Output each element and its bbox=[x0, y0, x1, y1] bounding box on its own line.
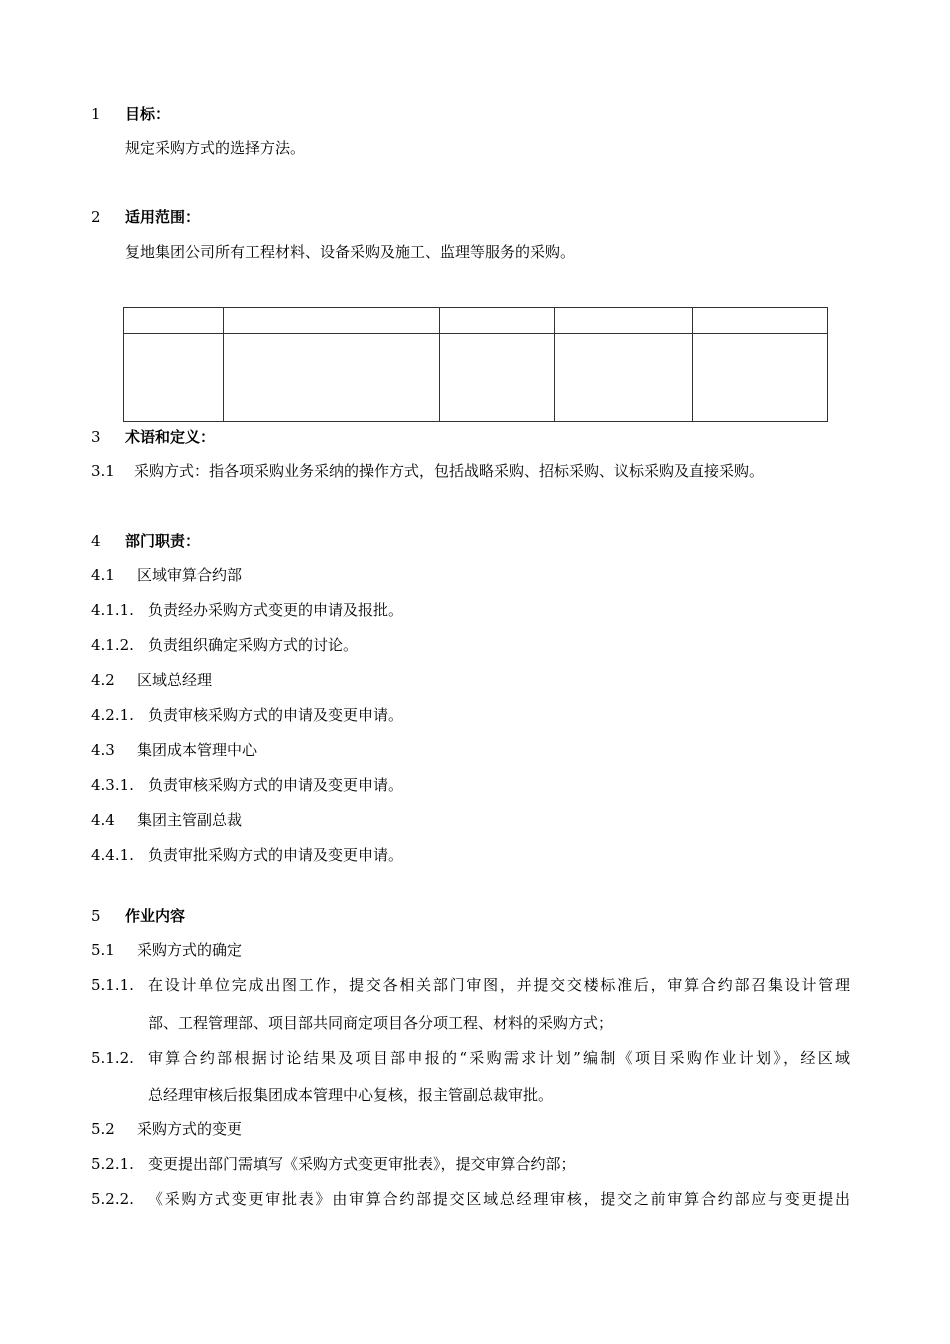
item-text: 负责经办采购方式变更的申请及报批。 bbox=[148, 601, 404, 619]
table-cell bbox=[693, 334, 828, 422]
item-text: 负责组织确定采购方式的讨论。 bbox=[148, 636, 359, 654]
item-text-line1: 审算合约部根据讨论结果及项目部申报的“采购需求计划”编制《项目采购作业计划》，经区域 bbox=[148, 1049, 850, 1067]
section-2-body: 复地集团公司所有工程材料、设备采购及施工、监理等服务的采购。 bbox=[125, 243, 576, 261]
item-text: 区域审算合约部 bbox=[137, 566, 243, 584]
item-text: 集团主管副总裁 bbox=[137, 811, 243, 829]
item-number: 4.1.2. bbox=[91, 636, 134, 654]
section-2-number: 2 bbox=[91, 208, 101, 226]
item-text-line2: 部、工程管理部、项目部共同商定项目各分项工程、材料的采购方式； bbox=[148, 1014, 614, 1032]
section-1-number: 1 bbox=[91, 105, 101, 123]
item-number: 4.4.1. bbox=[91, 846, 134, 864]
item-text: 负责审核采购方式的申请及变更申请。 bbox=[148, 776, 404, 794]
section-4-title: 部门职责： bbox=[125, 532, 201, 550]
table-cell bbox=[555, 308, 693, 334]
table-cell bbox=[440, 334, 555, 422]
item-number: 5.1.1. bbox=[91, 976, 134, 994]
item-text: 采购方式的确定 bbox=[137, 941, 243, 959]
item-number: 5.2.2. bbox=[91, 1190, 134, 1208]
item-text: 区域总经理 bbox=[137, 671, 213, 689]
table-cell bbox=[124, 334, 224, 422]
section-1-title: 目标： bbox=[125, 105, 171, 123]
item-number: 4.2 bbox=[91, 671, 115, 689]
table-cell bbox=[555, 334, 693, 422]
item-number: 4.3.1. bbox=[91, 776, 134, 794]
section-5-title: 作业内容 bbox=[125, 907, 186, 925]
item-text: 负责审核采购方式的申请及变更申请。 bbox=[148, 706, 404, 724]
item-number: 4.1 bbox=[91, 566, 115, 584]
table-cell bbox=[124, 308, 224, 334]
table-cell bbox=[440, 308, 555, 334]
item-number: 3.1 bbox=[91, 462, 115, 480]
item-text-line1: 在设计单位完成出图工作，提交各相关部门审图，并提交交楼标准后，审算合约部召集设计管理 bbox=[148, 976, 850, 994]
item-number: 4.1.1. bbox=[91, 601, 134, 619]
item-text: 负责审批采购方式的申请及变更申请。 bbox=[148, 846, 404, 864]
table-cell bbox=[693, 308, 828, 334]
item-number: 5.2 bbox=[91, 1120, 115, 1138]
section-5-number: 5 bbox=[91, 907, 101, 925]
section-1-body: 规定采购方式的选择方法。 bbox=[125, 139, 306, 157]
item-number: 4.3 bbox=[91, 741, 115, 759]
item-number: 5.2.1. bbox=[91, 1155, 134, 1173]
item-text: 采购方式的变更 bbox=[137, 1120, 243, 1138]
item-number: 4.4 bbox=[91, 811, 115, 829]
item-text-line2: 总经理审核后报集团成本管理中心复核，报主管副总裁审批。 bbox=[148, 1086, 554, 1104]
item-number: 5.1 bbox=[91, 941, 115, 959]
section-3-number: 3 bbox=[91, 428, 101, 446]
section-4-number: 4 bbox=[91, 532, 101, 550]
table-cell bbox=[224, 334, 440, 422]
item-text: 变更提出部门需填写《采购方式变更审批表》，提交审算合约部； bbox=[148, 1155, 576, 1173]
item-text: 采购方式：指各项采购业务采纳的操作方式，包括战略采购、招标采购、议标采购及直接采购。 bbox=[134, 462, 765, 480]
section-3-title: 术语和定义： bbox=[125, 428, 216, 446]
item-number: 4.2.1. bbox=[91, 706, 134, 724]
item-number: 5.1.2. bbox=[91, 1049, 134, 1067]
item-text: 集团成本管理中心 bbox=[137, 741, 258, 759]
section-2-title: 适用范围： bbox=[125, 208, 201, 226]
blank-table bbox=[123, 307, 828, 422]
item-text: 《采购方式变更审批表》由审算合约部提交区域总经理审核，提交之前审算合约部应与变更提出 bbox=[148, 1190, 850, 1208]
table-cell bbox=[224, 308, 440, 334]
